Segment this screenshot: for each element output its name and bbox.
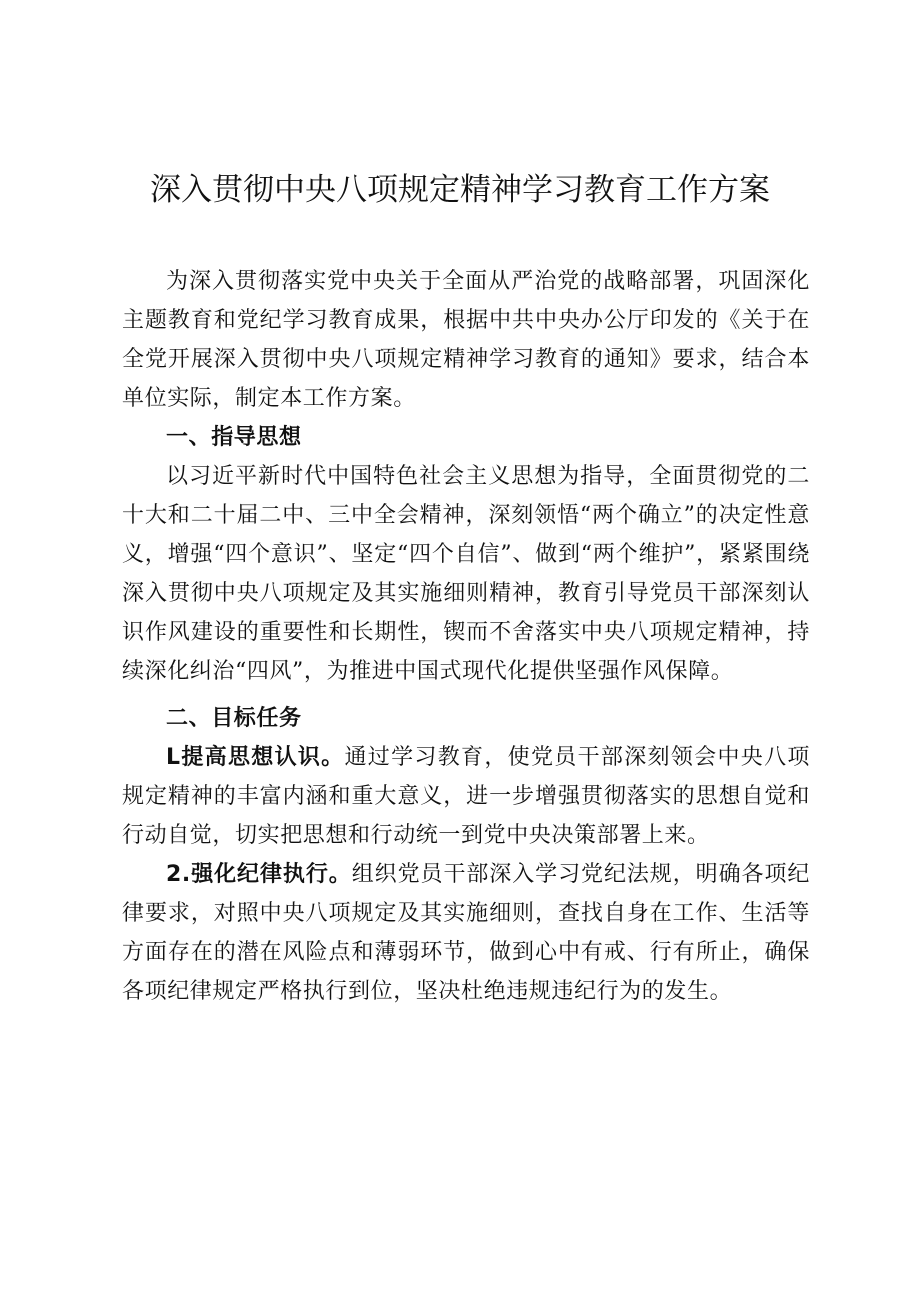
section-heading-goals: 二、目标任务 <box>166 706 302 731</box>
intro-paragraph: 为深入贯彻落实党中央关于全面从严治党的战略部署，巩固深化主题教育和党纪学习教育成果，根据中共中央办公厅印发的《关于在全党开展深入贯彻中央八项规定精神学习教育的通知》要求，结合本单位实际，制定本工作方案。 <box>122 269 810 411</box>
goal-item-1-lead: L提高思想认识。 <box>166 745 345 770</box>
goal-item-1 <box>122 738 810 855</box>
section-heading-guiding-thought: 一、指导思想 <box>166 425 302 450</box>
goal-item-2-text: 组织党员干部深入学习党纪法规，明确各项纪律要求，对照中央八项规定及其实施细则，查找自身在工作、生活等方面存在的潜在风险点和薄弱环节，做到心中有戒、行有所止，确保各项纪律规定严格执行到位，坚决杜绝违规违纪行为的发生。 <box>122 862 810 1004</box>
goal-item-2-lead: 2.强化纪律执行。 <box>166 862 352 887</box>
goal-item-2 <box>122 855 810 1011</box>
document-body <box>122 262 810 1011</box>
document-title: 深入贯彻中央八项规定精神学习教育工作方案 <box>150 172 770 208</box>
goal-item-1-text: 通过学习教育，使党员干部深刻领会中央八项规定精神的丰富内涵和重大意义，进一步增强贯彻落实的思想自觉和行动自觉，切实把思想和行动统一到党中央决策部署上来。 <box>122 745 810 848</box>
guiding-thought-paragraph: 以习近平新时代中国特色社会主义思想为指导，全面贯彻党的二十大和二十届二中、三中全会精神，深刻领悟“两个确立”的决定性意义，增强“四个意识”、坚定“四个自信”、做到“两个维护”，紧紧围绕深入贯彻中央八项规定及其实施细则精神，教育引导党员干部深刻认识作风建设的重要性和长期性，锲而不舍落实中央八项规定精神，持续深化纠治“四风”，为推进中国式现代化提供坚强作风保障。 <box>122 464 810 684</box>
